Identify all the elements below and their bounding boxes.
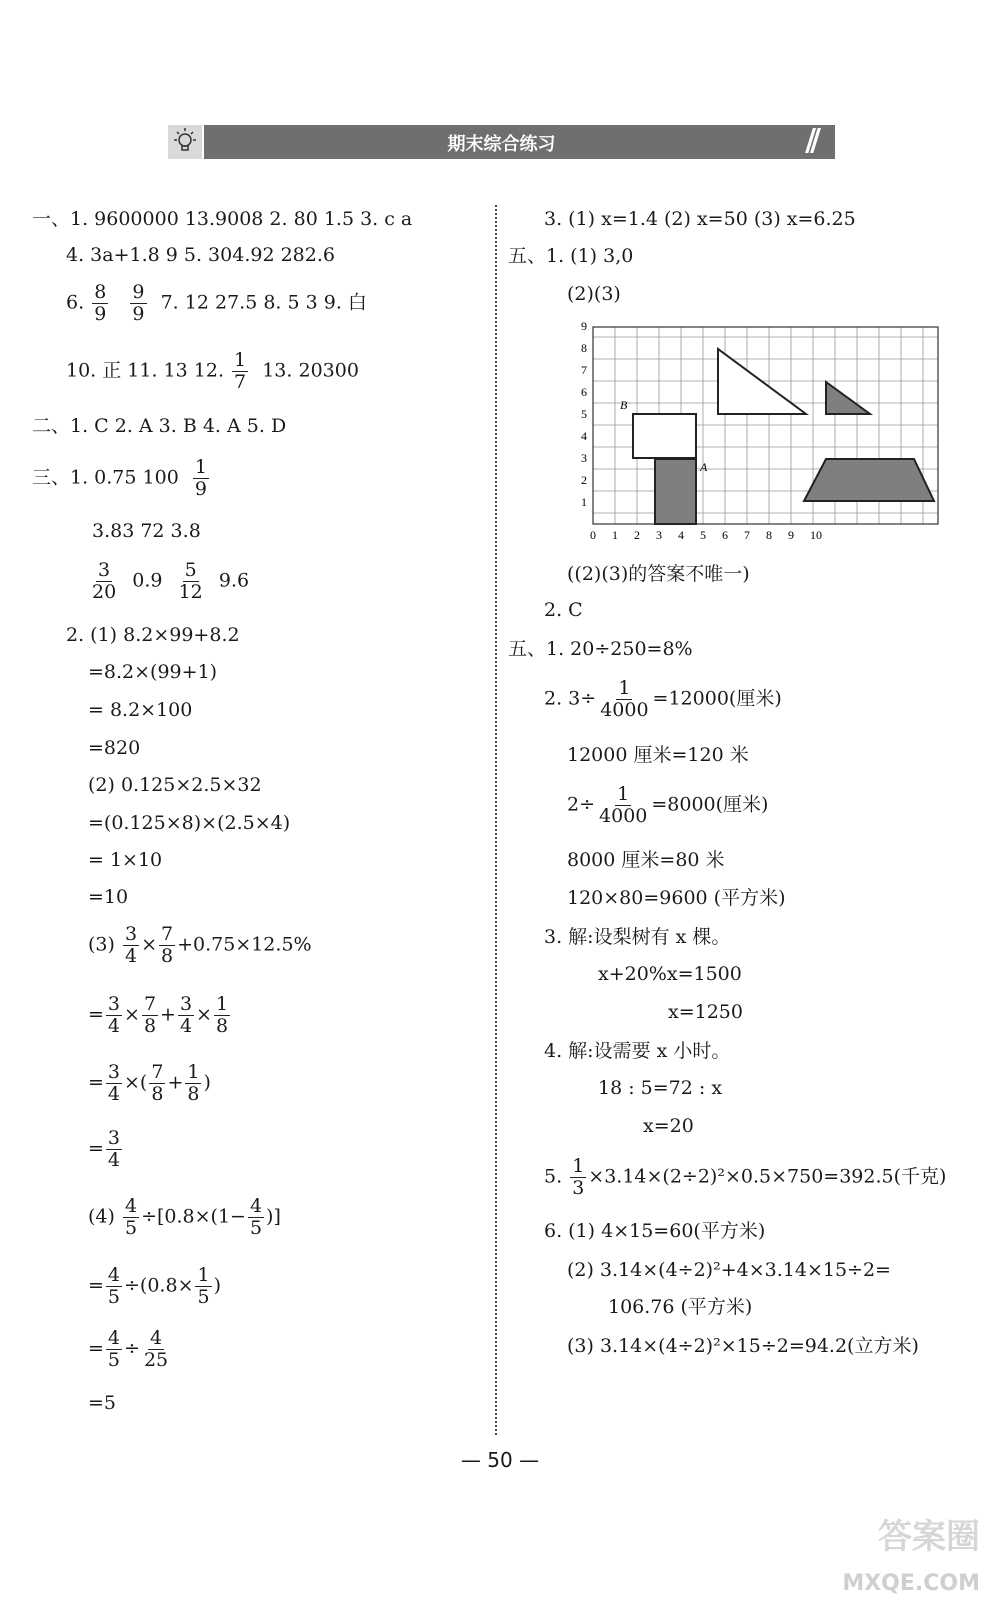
numerator: 1 xyxy=(187,1061,200,1083)
text: 13. 20300 xyxy=(262,359,359,382)
fraction xyxy=(232,350,248,393)
y-tick-label: 7 xyxy=(581,363,587,377)
text: =12000(厘米) xyxy=(652,687,782,710)
text: × xyxy=(141,933,157,956)
answer-line: =5 xyxy=(88,1392,117,1414)
x-tick-label: 5 xyxy=(700,528,706,542)
numerator: 1 xyxy=(618,677,631,699)
answer-line xyxy=(88,1265,221,1308)
text: ) xyxy=(213,1274,221,1297)
numerator: 3 xyxy=(98,559,111,581)
numerator: 9 xyxy=(132,281,145,303)
answer-line xyxy=(66,282,367,325)
fraction xyxy=(248,1196,264,1239)
x-tick-label: 3 xyxy=(656,528,662,542)
fraction xyxy=(185,1062,201,1105)
text: ×3.14×(2÷2)²×0.5×750=392.5(千克) xyxy=(588,1165,947,1188)
text: ) xyxy=(203,1071,211,1094)
y-tick-label: 4 xyxy=(581,429,587,443)
coordinate-grid xyxy=(581,319,943,562)
answer-line xyxy=(88,994,232,1037)
answer-line: =10 xyxy=(88,886,129,908)
denominator: 5 xyxy=(197,1285,210,1308)
denominator: 4 xyxy=(107,1082,121,1105)
numerator: 1 xyxy=(234,349,247,371)
numerator: 3 xyxy=(107,993,121,1015)
fraction xyxy=(214,994,230,1037)
numerator: 1 xyxy=(197,1264,210,1286)
answer-line: 五、1. 20÷250=8% xyxy=(508,638,693,660)
answer-line xyxy=(88,560,249,603)
answer-line: 二、1. C 2. A 3. B 4. A 5. D xyxy=(32,415,287,437)
numerator: 4 xyxy=(107,1327,121,1349)
x-tick-label: 0 xyxy=(590,528,596,542)
text: + xyxy=(160,1003,176,1026)
answer-line: x=1250 xyxy=(668,1001,743,1023)
denominator: 9 xyxy=(194,477,207,500)
fraction xyxy=(177,560,205,603)
numerator: 1 xyxy=(617,783,630,805)
answer-line: 4. 3a+1.8 9 5. 304.92 282.6 xyxy=(66,244,335,266)
fraction xyxy=(597,784,649,827)
answer-line: (2) 3.14×(4÷2)²+4×3.14×15÷2= xyxy=(567,1259,891,1281)
answer-line: x=20 xyxy=(643,1115,694,1137)
denominator: 7 xyxy=(234,370,247,393)
fraction xyxy=(598,678,650,721)
fraction xyxy=(130,282,146,325)
denominator: 3 xyxy=(572,1176,585,1199)
numerator: 7 xyxy=(143,993,157,1015)
text: 2÷ xyxy=(567,793,596,816)
denominator: 8 xyxy=(151,1082,164,1105)
y-tick-label: 6 xyxy=(581,385,587,399)
answer-line xyxy=(88,1128,124,1171)
x-tick-label: 8 xyxy=(766,528,772,542)
text: (3) xyxy=(88,933,115,956)
y-tick-label: 9 xyxy=(581,319,587,333)
text: 2. 3÷ xyxy=(544,687,597,710)
fraction xyxy=(195,1265,211,1308)
x-tick-label: 1 xyxy=(612,528,618,542)
text: = xyxy=(88,1071,104,1094)
text: ÷ xyxy=(124,1337,140,1360)
answer-line: 6. (1) 4×15=60(平方米) xyxy=(544,1220,766,1242)
fraction xyxy=(178,994,194,1037)
y-axis-ticks xyxy=(581,319,587,509)
fraction xyxy=(159,924,175,967)
y-tick-label: 8 xyxy=(581,341,587,355)
text: = xyxy=(88,1337,104,1360)
answer-line: 18 : 5=72 : x xyxy=(598,1077,723,1099)
text: + xyxy=(167,1071,184,1094)
denominator: 8 xyxy=(187,1082,200,1105)
denominator: 5 xyxy=(249,1216,263,1239)
answer-line: 一、1. 9600000 13.9008 2. 80 1.5 3. c a xyxy=(32,208,413,230)
numerator: 4 xyxy=(107,1264,121,1286)
page-number: — 50 — xyxy=(460,1448,540,1472)
text: 5. xyxy=(544,1165,563,1188)
fraction xyxy=(106,1265,122,1308)
answer-line: 3.83 72 3.8 xyxy=(92,520,201,542)
answer-line: 3. (1) x=1.4 (2) x=50 (3) x=6.25 xyxy=(544,208,856,230)
answer-line xyxy=(66,350,359,393)
answer-line xyxy=(544,1156,946,1199)
text: = xyxy=(88,1137,104,1160)
answer-note: ((2)(3)的答案不唯一) xyxy=(567,563,750,585)
fraction xyxy=(123,924,139,967)
answer-line: =820 xyxy=(88,737,141,759)
numerator: 1 xyxy=(572,1155,585,1177)
denominator: 8 xyxy=(160,944,174,967)
x-tick-label: 7 xyxy=(744,528,750,542)
x-tick-label: 10 xyxy=(810,528,822,542)
watermark-url: MXQE.COM xyxy=(842,1571,980,1596)
numerator: 1 xyxy=(194,456,207,478)
text: (4) xyxy=(88,1205,115,1228)
x-axis-ticks xyxy=(590,528,822,542)
text: ÷[0.8×(1− xyxy=(141,1205,246,1228)
fraction xyxy=(193,457,209,500)
watermark-logo: 答案圈 xyxy=(878,1517,980,1557)
denominator: 8 xyxy=(143,1014,157,1037)
numerator: 4 xyxy=(124,1195,138,1217)
text: 6. xyxy=(66,291,85,314)
numerator: 7 xyxy=(160,923,174,945)
answer-line xyxy=(544,678,782,721)
fraction xyxy=(142,994,158,1037)
numerator: 4 xyxy=(149,1327,163,1349)
numerator: 4 xyxy=(249,1195,263,1217)
numerator: 1 xyxy=(215,993,229,1015)
text: = xyxy=(88,1003,104,1026)
denominator: 5 xyxy=(107,1285,121,1308)
fraction xyxy=(123,1196,139,1239)
answer-line: 120×80=9600 (平方米) xyxy=(567,887,786,909)
denominator: 5 xyxy=(107,1348,121,1371)
fraction xyxy=(106,994,122,1037)
small-triangle xyxy=(826,382,870,414)
text: 7. 12 27.5 8. 5 3 9. 白 xyxy=(160,291,367,314)
denominator: 4 xyxy=(179,1014,193,1037)
text: 三、1. 0.75 100 xyxy=(32,466,179,489)
answer-line: (2) 0.125×2.5×32 xyxy=(88,774,262,796)
x-tick-label: 2 xyxy=(634,528,640,542)
text: ×( xyxy=(124,1071,148,1094)
denominator: 4000 xyxy=(600,698,649,721)
denominator: 4000 xyxy=(599,804,648,827)
x-tick-label: 6 xyxy=(722,528,728,542)
answer-line: = 1×10 xyxy=(88,849,163,871)
numerator: 3 xyxy=(179,993,193,1015)
answer-line xyxy=(88,1196,281,1239)
numerator: 5 xyxy=(184,559,197,581)
numerator: 8 xyxy=(94,281,107,303)
y-tick-label: 2 xyxy=(581,473,587,487)
denominator: 20 xyxy=(92,580,117,603)
denominator: 12 xyxy=(178,580,203,603)
answer-line: 4. 解:设需要 x 小时。 xyxy=(544,1040,731,1062)
fraction xyxy=(92,282,108,325)
denominator: 9 xyxy=(132,302,145,325)
x-tick-label: 4 xyxy=(678,528,684,542)
label-a: A xyxy=(700,460,708,474)
denominator: 4 xyxy=(107,1148,121,1171)
answer-line xyxy=(567,784,768,827)
y-tick-label: 3 xyxy=(581,451,587,465)
fraction xyxy=(90,560,118,603)
denominator: 9 xyxy=(94,302,107,325)
fraction xyxy=(106,1328,122,1371)
numerator: 3 xyxy=(107,1061,121,1083)
y-tick-label: 5 xyxy=(581,407,587,421)
page-title: 期末综合练习 xyxy=(447,134,556,155)
text: =8000(厘米) xyxy=(651,793,769,816)
fraction xyxy=(142,1328,170,1371)
denominator: 5 xyxy=(124,1216,138,1239)
fraction xyxy=(149,1062,165,1105)
header-slash-decoration: // xyxy=(805,123,815,158)
text: 0.9 xyxy=(132,569,163,592)
answer-line: (3) 3.14×(4÷2)²×15÷2=94.2(立方米) xyxy=(567,1335,919,1357)
answer-line xyxy=(88,924,312,967)
text: ÷(0.8× xyxy=(124,1274,194,1297)
answer-line: (2)(3) xyxy=(567,283,621,305)
denominator: 8 xyxy=(215,1014,229,1037)
text: × xyxy=(196,1003,212,1026)
answer-line: 12000 厘米=120 米 xyxy=(567,744,749,766)
answer-line: =(0.125×8)×(2.5×4) xyxy=(88,812,291,834)
answer-line: = 8.2×100 xyxy=(88,699,193,721)
answer-line xyxy=(32,457,211,500)
answer-line: x+20%x=1500 xyxy=(598,963,742,985)
answer-line: 3. 解:设梨树有 x 棵。 xyxy=(544,926,731,948)
answer-line: 五、1. (1) 3,0 xyxy=(508,245,634,267)
trapezoid xyxy=(804,459,934,501)
answer-line: =8.2×(99+1) xyxy=(88,661,218,683)
text: 10. 正 11. 13 12. xyxy=(66,359,224,382)
rectangle-b xyxy=(633,414,696,458)
answer-line xyxy=(88,1062,211,1105)
answer-line: 8000 厘米=80 米 xyxy=(567,849,725,871)
text: × xyxy=(124,1003,140,1026)
text: )] xyxy=(266,1205,281,1228)
numerator: 3 xyxy=(107,1127,121,1149)
y-tick-label: 1 xyxy=(581,495,587,509)
denominator: 25 xyxy=(143,1348,169,1371)
fraction xyxy=(106,1062,122,1105)
column-divider xyxy=(495,205,497,1435)
denominator: 4 xyxy=(124,944,138,967)
text: 9.6 xyxy=(218,569,250,592)
x-tick-label: 9 xyxy=(788,528,794,542)
fraction xyxy=(570,1156,586,1199)
fraction xyxy=(106,1128,122,1171)
numerator: 3 xyxy=(124,923,138,945)
answer-line: 106.76 (平方米) xyxy=(608,1296,753,1318)
answer-line xyxy=(88,1328,172,1371)
answer-line: 2. C xyxy=(544,599,583,621)
answer-line: 2. (1) 8.2×99+8.2 xyxy=(66,624,240,646)
numerator: 7 xyxy=(151,1061,164,1083)
text: +0.75×12.5% xyxy=(177,933,312,956)
rectangle-a xyxy=(655,459,696,524)
text: = xyxy=(88,1274,104,1297)
section-header xyxy=(168,125,835,159)
denominator: 4 xyxy=(107,1014,121,1037)
label-b: B xyxy=(620,398,628,412)
